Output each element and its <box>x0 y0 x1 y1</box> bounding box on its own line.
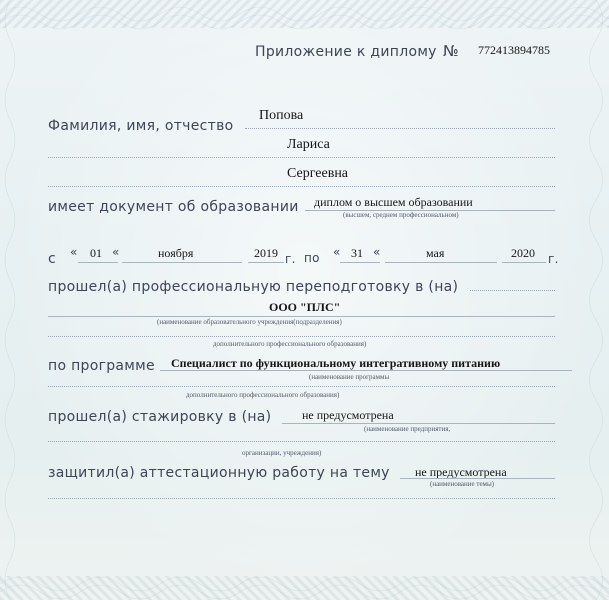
training-hint-2: дополнительного профессионального образования) <box>213 340 367 348</box>
quote-2: « <box>112 245 120 259</box>
number-sign: № <box>443 42 459 60</box>
thesis-line <box>400 478 555 479</box>
year-suffix-2: г. <box>548 252 559 266</box>
quote-4: « <box>373 245 381 259</box>
training-hint: (наименование образовательного учреждения(подразделения) <box>157 318 342 326</box>
day-from: 01 <box>90 246 102 260</box>
fio-line-3 <box>48 186 555 187</box>
thesis-value: не предусмотрена <box>415 465 507 479</box>
first-name: Лариса <box>287 137 330 152</box>
education-label: имеет документ об образовании <box>48 199 299 215</box>
program-line-2 <box>48 386 555 387</box>
training-organization: ООО "ПЛС" <box>269 300 341 314</box>
year-to: 2020 <box>511 246 535 260</box>
training-line-1 <box>470 290 555 291</box>
program-hint-2: дополнительного профессионального образования) <box>186 391 340 399</box>
day-from-line <box>78 262 118 263</box>
month-to: мая <box>426 246 445 260</box>
program-value: Специалист по функциональному интегративному питанию <box>171 356 501 370</box>
thesis-line-2 <box>48 498 555 499</box>
program-hint: (наименование программы <box>309 373 390 381</box>
education-value: диплом о высшем образовании <box>314 195 473 209</box>
year-to-line <box>502 262 546 263</box>
training-label: прошел(а) профессиональную переподготовку в (на) <box>48 279 459 295</box>
last-name: Попова <box>259 108 304 123</box>
year-from: 2019 <box>254 246 278 260</box>
fio-line-1 <box>245 128 555 129</box>
internship-value: не предусмотрена <box>302 408 394 422</box>
thesis-hint: (наименование темы) <box>430 480 495 488</box>
period-to-prefix: по <box>304 251 320 265</box>
month-from: ноября <box>158 246 194 260</box>
program-line <box>160 370 572 371</box>
day-to-line <box>340 262 380 263</box>
year-suffix-1: г. <box>285 252 296 266</box>
training-line-3 <box>48 336 555 337</box>
quote-1: « <box>70 245 78 259</box>
internship-hint: (наименование предприятия, <box>364 425 451 433</box>
internship-line <box>282 423 555 424</box>
month-from-line <box>122 262 242 263</box>
training-line-2 <box>48 316 555 317</box>
internship-line-2 <box>48 441 555 442</box>
program-label: по программе <box>48 358 155 374</box>
education-hint: (высшем, среднем профессиональном) <box>343 211 459 219</box>
bottom-ornament <box>0 576 609 600</box>
month-to-line <box>385 262 497 263</box>
year-from-line <box>248 262 284 263</box>
internship-label: прошел(а) стажировку в (на) <box>48 409 272 425</box>
quote-3: « <box>333 245 341 259</box>
thesis-label: защитил(а) аттестационную работу на тему <box>48 465 390 481</box>
fio-label: Фамилия, имя, отчество <box>48 118 234 134</box>
header-label: Приложение к диплому <box>255 44 437 60</box>
day-to: 31 <box>351 246 363 260</box>
document-number: 772413894785 <box>478 43 550 57</box>
top-ornament <box>0 0 609 28</box>
fio-line-2 <box>48 157 555 158</box>
patronymic: Сергеевна <box>287 166 349 181</box>
period-from-prefix: с <box>48 251 56 267</box>
internship-hint-2: организации, учреждения) <box>242 449 322 457</box>
